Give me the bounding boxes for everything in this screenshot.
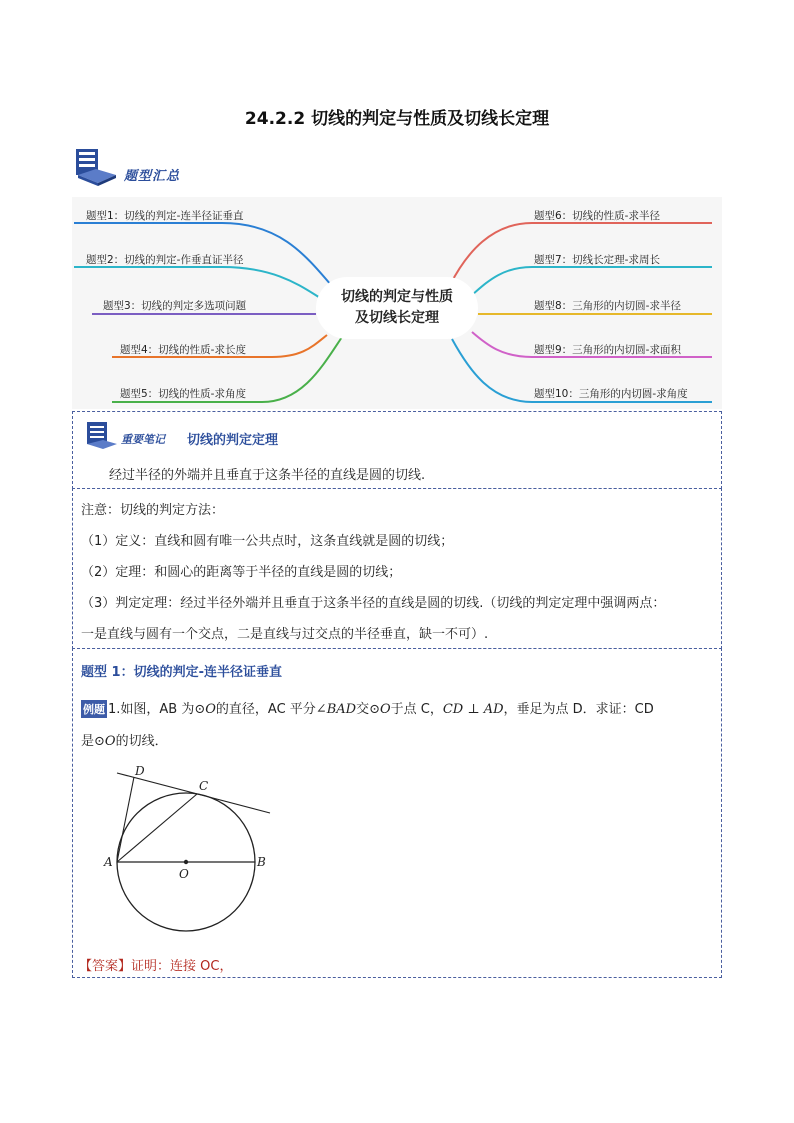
notice-line: （1）定义：直线和圆有唯一公共点时，这条直线就是圆的切线； — [81, 534, 454, 549]
tangent-line — [117, 773, 270, 813]
mind-map-item: 题型1：切线的判定-连半径证垂直 — [86, 210, 244, 222]
answer-line — [79, 955, 232, 974]
geometry-figure — [103, 761, 323, 941]
notice-line: 注意：切线的判定方法： — [81, 503, 225, 518]
example-question-line — [81, 698, 654, 718]
circle-symbol: ⊙O — [194, 702, 216, 717]
example-number: 1 — [108, 702, 117, 717]
example-box — [72, 648, 722, 978]
notice-line: 一是直线与圆有一个交点，二是直线与过交点的半径垂直，缺一不可）. — [81, 627, 489, 642]
page-title: 24.2.2 切线的判定与性质及切线长定理 — [244, 109, 550, 129]
question-type-title: 题型 1：切线的判定-连半径证垂直 — [81, 665, 282, 680]
mind-map-item: 题型6：切线的性质-求半径 — [534, 210, 660, 222]
label-o: O — [179, 867, 189, 881]
note-topic: 切线的判定定理 — [187, 433, 279, 448]
mind-map-item: 题型10：三角形的内切圆-求角度 — [534, 388, 688, 400]
notice-line: （3）判定定理：经过半径外端并且垂直于这条半径的直线是圆的切线.（切线的判定定理中强调两点： — [81, 596, 666, 611]
notice-line: （2）定理：和圆心的距离等于半径的直线是圆的切线； — [81, 565, 402, 580]
question-text: ，垂足为点 D．求证：CD — [503, 702, 654, 717]
mind-map-item: 题型5：切线的性质-求角度 — [120, 388, 246, 400]
book-stack-icon — [74, 147, 118, 187]
mind-map-item: 题型2：切线的判定-作垂直证半径 — [86, 254, 244, 266]
important-note-box — [72, 411, 722, 489]
mind-map-item: 题型3：切线的判定多选项问题 — [103, 300, 247, 312]
note-tag: 重要笔记 — [121, 433, 165, 446]
question-text: .如图，AB 为 — [116, 702, 195, 717]
summary-label: 题型汇总 — [124, 169, 181, 184]
note-body: 经过半径的外端并且垂直于这条半径的直线是圆的切线. — [109, 468, 426, 483]
mind-map-center — [316, 277, 478, 339]
perpendicular-expression: CD ⊥ AD — [442, 702, 504, 717]
label-a: A — [104, 855, 113, 869]
question-text: 的切线． — [115, 734, 168, 749]
notebook-icon — [85, 420, 119, 450]
angle-symbol: ∠BAD — [315, 702, 357, 717]
mind-map-item: 题型8：三角形的内切圆-求半径 — [534, 300, 681, 312]
label-b: B — [257, 855, 266, 869]
mind-map — [72, 197, 722, 409]
circle-symbol: ⊙O — [369, 702, 391, 717]
question-text: 的直径，AC 平分 — [215, 702, 316, 717]
example-badge: 例题 — [81, 700, 107, 718]
label-c: C — [199, 779, 209, 793]
notice-box — [72, 488, 722, 649]
circle-symbol: ⊙O — [94, 734, 116, 749]
mind-map-branch — [74, 267, 322, 299]
question-text: 于点 C， — [390, 702, 443, 717]
mind-map-branch — [472, 267, 712, 295]
example-question-line — [81, 730, 168, 749]
answer-tag: 【答案】 — [79, 959, 132, 974]
summary-header — [74, 147, 274, 187]
question-text: 是 — [81, 734, 95, 749]
question-text: 交 — [356, 702, 370, 717]
label-d: D — [135, 764, 145, 778]
center-point — [184, 860, 188, 864]
mind-map-item: 题型4：切线的性质-求长度 — [120, 344, 246, 356]
mind-map-item: 题型7：切线长定理-求周长 — [534, 254, 660, 266]
answer-text: 证明：连接 OC， — [131, 959, 233, 974]
mind-map-center-line: 及切线长定理 — [355, 310, 439, 326]
mind-map-center-line: 切线的判定与性质 — [341, 289, 453, 305]
mind-map-item: 题型9：三角形的内切圆-求面积 — [534, 344, 681, 356]
